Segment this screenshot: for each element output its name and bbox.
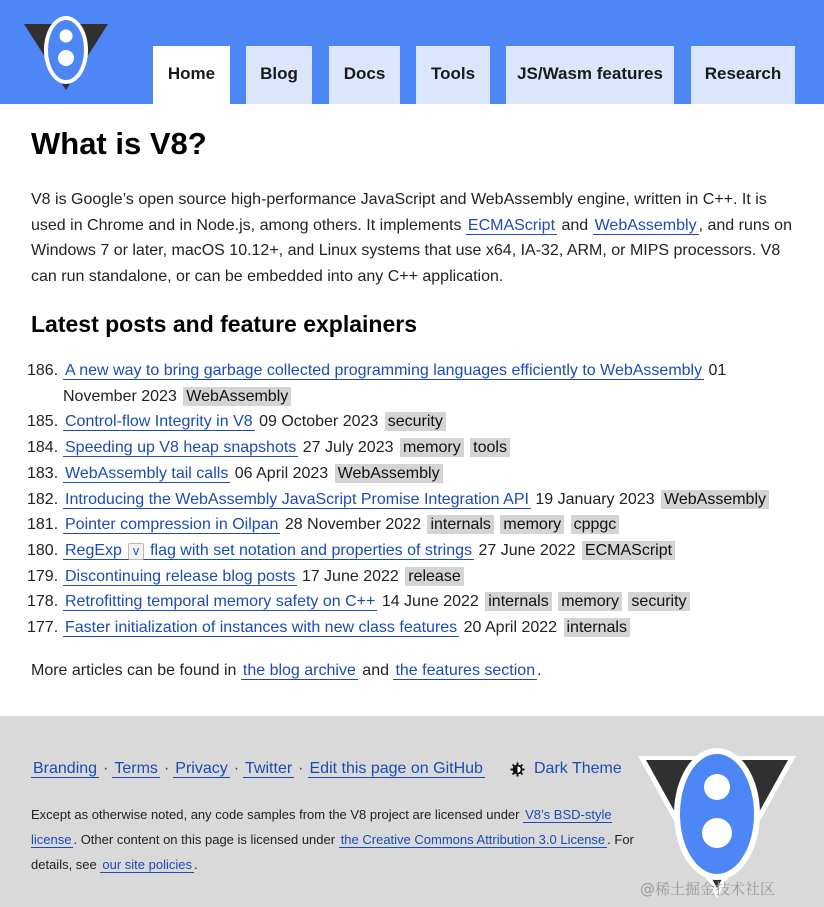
- dark-theme-label: Dark Theme: [534, 760, 622, 777]
- post-number: 181.: [27, 516, 59, 534]
- watermark: @稀土掘金技术社区: [640, 880, 776, 898]
- post-tag[interactable]: WebAssembly: [335, 464, 443, 483]
- post-item: [27, 358, 771, 409]
- webassembly-link[interactable]: WebAssembly: [594, 216, 697, 234]
- legal-notice: [31, 802, 636, 877]
- post-number: 185.: [27, 413, 59, 431]
- post-tag[interactable]: memory: [400, 438, 464, 457]
- post-link-text: RegExp: [65, 541, 122, 559]
- post-tag[interactable]: release: [405, 567, 463, 586]
- posts-list: [27, 358, 771, 641]
- site-header: [0, 0, 824, 104]
- post-date: 28 November 2022: [284, 516, 421, 534]
- privacy-link[interactable]: Privacy: [175, 760, 228, 777]
- post-date: 19 January 2023: [535, 490, 655, 508]
- bsd-license-link[interactable]: V8’s BSD-style license: [31, 807, 612, 847]
- page-title: What is V8?: [31, 126, 207, 161]
- post-item: [27, 487, 771, 513]
- post-tag[interactable]: internals: [485, 592, 551, 611]
- tab-blog[interactable]: Blog: [246, 46, 312, 104]
- post-item: [27, 589, 771, 615]
- separator: ·: [298, 760, 304, 777]
- post-tag[interactable]: memory: [500, 515, 564, 534]
- post-number: 179.: [27, 567, 59, 585]
- footer-links: [31, 760, 485, 778]
- post-item: [27, 564, 771, 590]
- more-text: .: [537, 662, 542, 679]
- post-tag[interactable]: tools: [470, 438, 510, 457]
- post-link[interactable]: Control-flow Integrity in V8: [65, 413, 253, 431]
- blog-archive-link[interactable]: the blog archive: [242, 662, 356, 679]
- more-text: More articles can be found in: [31, 662, 241, 679]
- post-tag[interactable]: security: [628, 592, 689, 611]
- branding-link[interactable]: Branding: [33, 760, 98, 777]
- post-number: 183.: [27, 464, 59, 482]
- post-item: [27, 615, 771, 641]
- features-section-link[interactable]: the features section: [395, 662, 536, 679]
- more-text: and: [357, 662, 394, 679]
- post-link[interactable]: WebAssembly tail calls: [65, 464, 229, 482]
- post-number: 177.: [27, 619, 59, 637]
- post-link[interactable]: Speeding up V8 heap snapshots: [65, 439, 297, 457]
- intro-paragraph: [31, 187, 801, 290]
- post-number: 182.: [27, 490, 59, 508]
- post-link[interactable]: Discontinuing release blog posts: [65, 567, 296, 585]
- tab-tools[interactable]: Tools: [416, 46, 490, 104]
- post-tag[interactable]: internals: [427, 515, 493, 534]
- post-item: [27, 409, 771, 435]
- post-item: [27, 461, 771, 487]
- post-tag[interactable]: security: [385, 412, 446, 431]
- intro-text: , and runs on Windows 7 or later, macOS 10.12+, and Linux systems that use x64, IA-32, ARM, or MIPS processors. V8 can run standalone, or can be embedded into any C++ application.: [31, 216, 792, 286]
- post-item: [27, 435, 771, 461]
- post-link[interactable]: Retrofitting temporal memory safety on C++: [65, 593, 376, 611]
- post-date: 14 June 2022: [381, 593, 479, 611]
- post-item: [27, 538, 771, 564]
- post-date: 27 June 2022: [478, 541, 576, 559]
- post-tag[interactable]: WebAssembly: [183, 387, 291, 406]
- twitter-link[interactable]: Twitter: [245, 760, 293, 777]
- post-link[interactable]: Introducing the WebAssembly JavaScript Promise Integration API: [65, 490, 529, 508]
- dark-theme-toggle[interactable]: [510, 760, 622, 778]
- post-tag[interactable]: memory: [558, 592, 622, 611]
- post-tag[interactable]: internals: [564, 618, 630, 637]
- post-date: 17 June 2022: [301, 567, 399, 585]
- more-articles: [31, 658, 542, 683]
- post-number: 184.: [27, 439, 59, 457]
- post-item: [27, 512, 771, 538]
- post-link[interactable]: A new way to bring garbage collected programming languages efficiently to WebAssembly: [65, 362, 703, 379]
- code-snippet: v: [128, 543, 143, 560]
- post-link[interactable]: Faster initialization of instances with new class features: [65, 619, 458, 637]
- legal-text: Except as otherwise noted, any code samples from the V8 project are licensed under: [31, 807, 524, 822]
- post-date: 01 November 2023: [63, 362, 727, 405]
- post-tag[interactable]: WebAssembly: [661, 490, 769, 509]
- post-link[interactable]: [63, 542, 474, 560]
- legal-text: . Other content on this page is licensed under: [73, 832, 339, 847]
- separator: ·: [233, 760, 240, 777]
- v8-logo-icon[interactable]: [22, 10, 110, 92]
- legal-text: . For details, see: [31, 832, 634, 872]
- tab-docs[interactable]: Docs: [329, 46, 400, 104]
- post-tag[interactable]: ECMAScript: [582, 541, 675, 560]
- post-date: 20 April 2022: [463, 619, 558, 637]
- posts-heading: Latest posts and feature explainers: [31, 311, 418, 337]
- intro-text: and: [557, 216, 593, 234]
- post-number: 178.: [27, 593, 59, 611]
- terms-link[interactable]: Terms: [114, 760, 158, 777]
- contrast-gear-icon: [510, 762, 525, 777]
- separator: ·: [163, 760, 170, 777]
- intro-text: V8 is Google’s open source high-performance JavaScript and WebAssembly engine, written in C++. It is used in Chrome and in Node.js, among others. It implements: [31, 191, 767, 234]
- edit-on-github-link[interactable]: Edit this page on GitHub: [309, 760, 483, 777]
- site-policies-link[interactable]: our site policies: [102, 857, 192, 872]
- post-link[interactable]: Pointer compression in Oilpan: [65, 516, 279, 534]
- post-date: 06 April 2023: [234, 464, 329, 482]
- cc-license-link[interactable]: the Creative Commons Attribution 3.0 License: [340, 832, 606, 847]
- post-date: 09 October 2023: [259, 413, 379, 431]
- ecmascript-link[interactable]: ECMAScript: [467, 216, 556, 234]
- post-link-text: flag with set notation and properties of strings: [150, 541, 473, 559]
- legal-text: .: [193, 857, 198, 872]
- post-number: 180.: [27, 541, 59, 559]
- post-number: 186.: [27, 362, 59, 379]
- post-tag[interactable]: cppgc: [571, 515, 620, 534]
- post-date: 27 July 2023: [302, 439, 394, 457]
- tab-research[interactable]: Research: [691, 46, 795, 104]
- tab-home[interactable]: Home: [153, 46, 230, 104]
- separator: ·: [103, 760, 109, 777]
- tab-js-wasm-features[interactable]: JS/Wasm features: [506, 46, 674, 104]
